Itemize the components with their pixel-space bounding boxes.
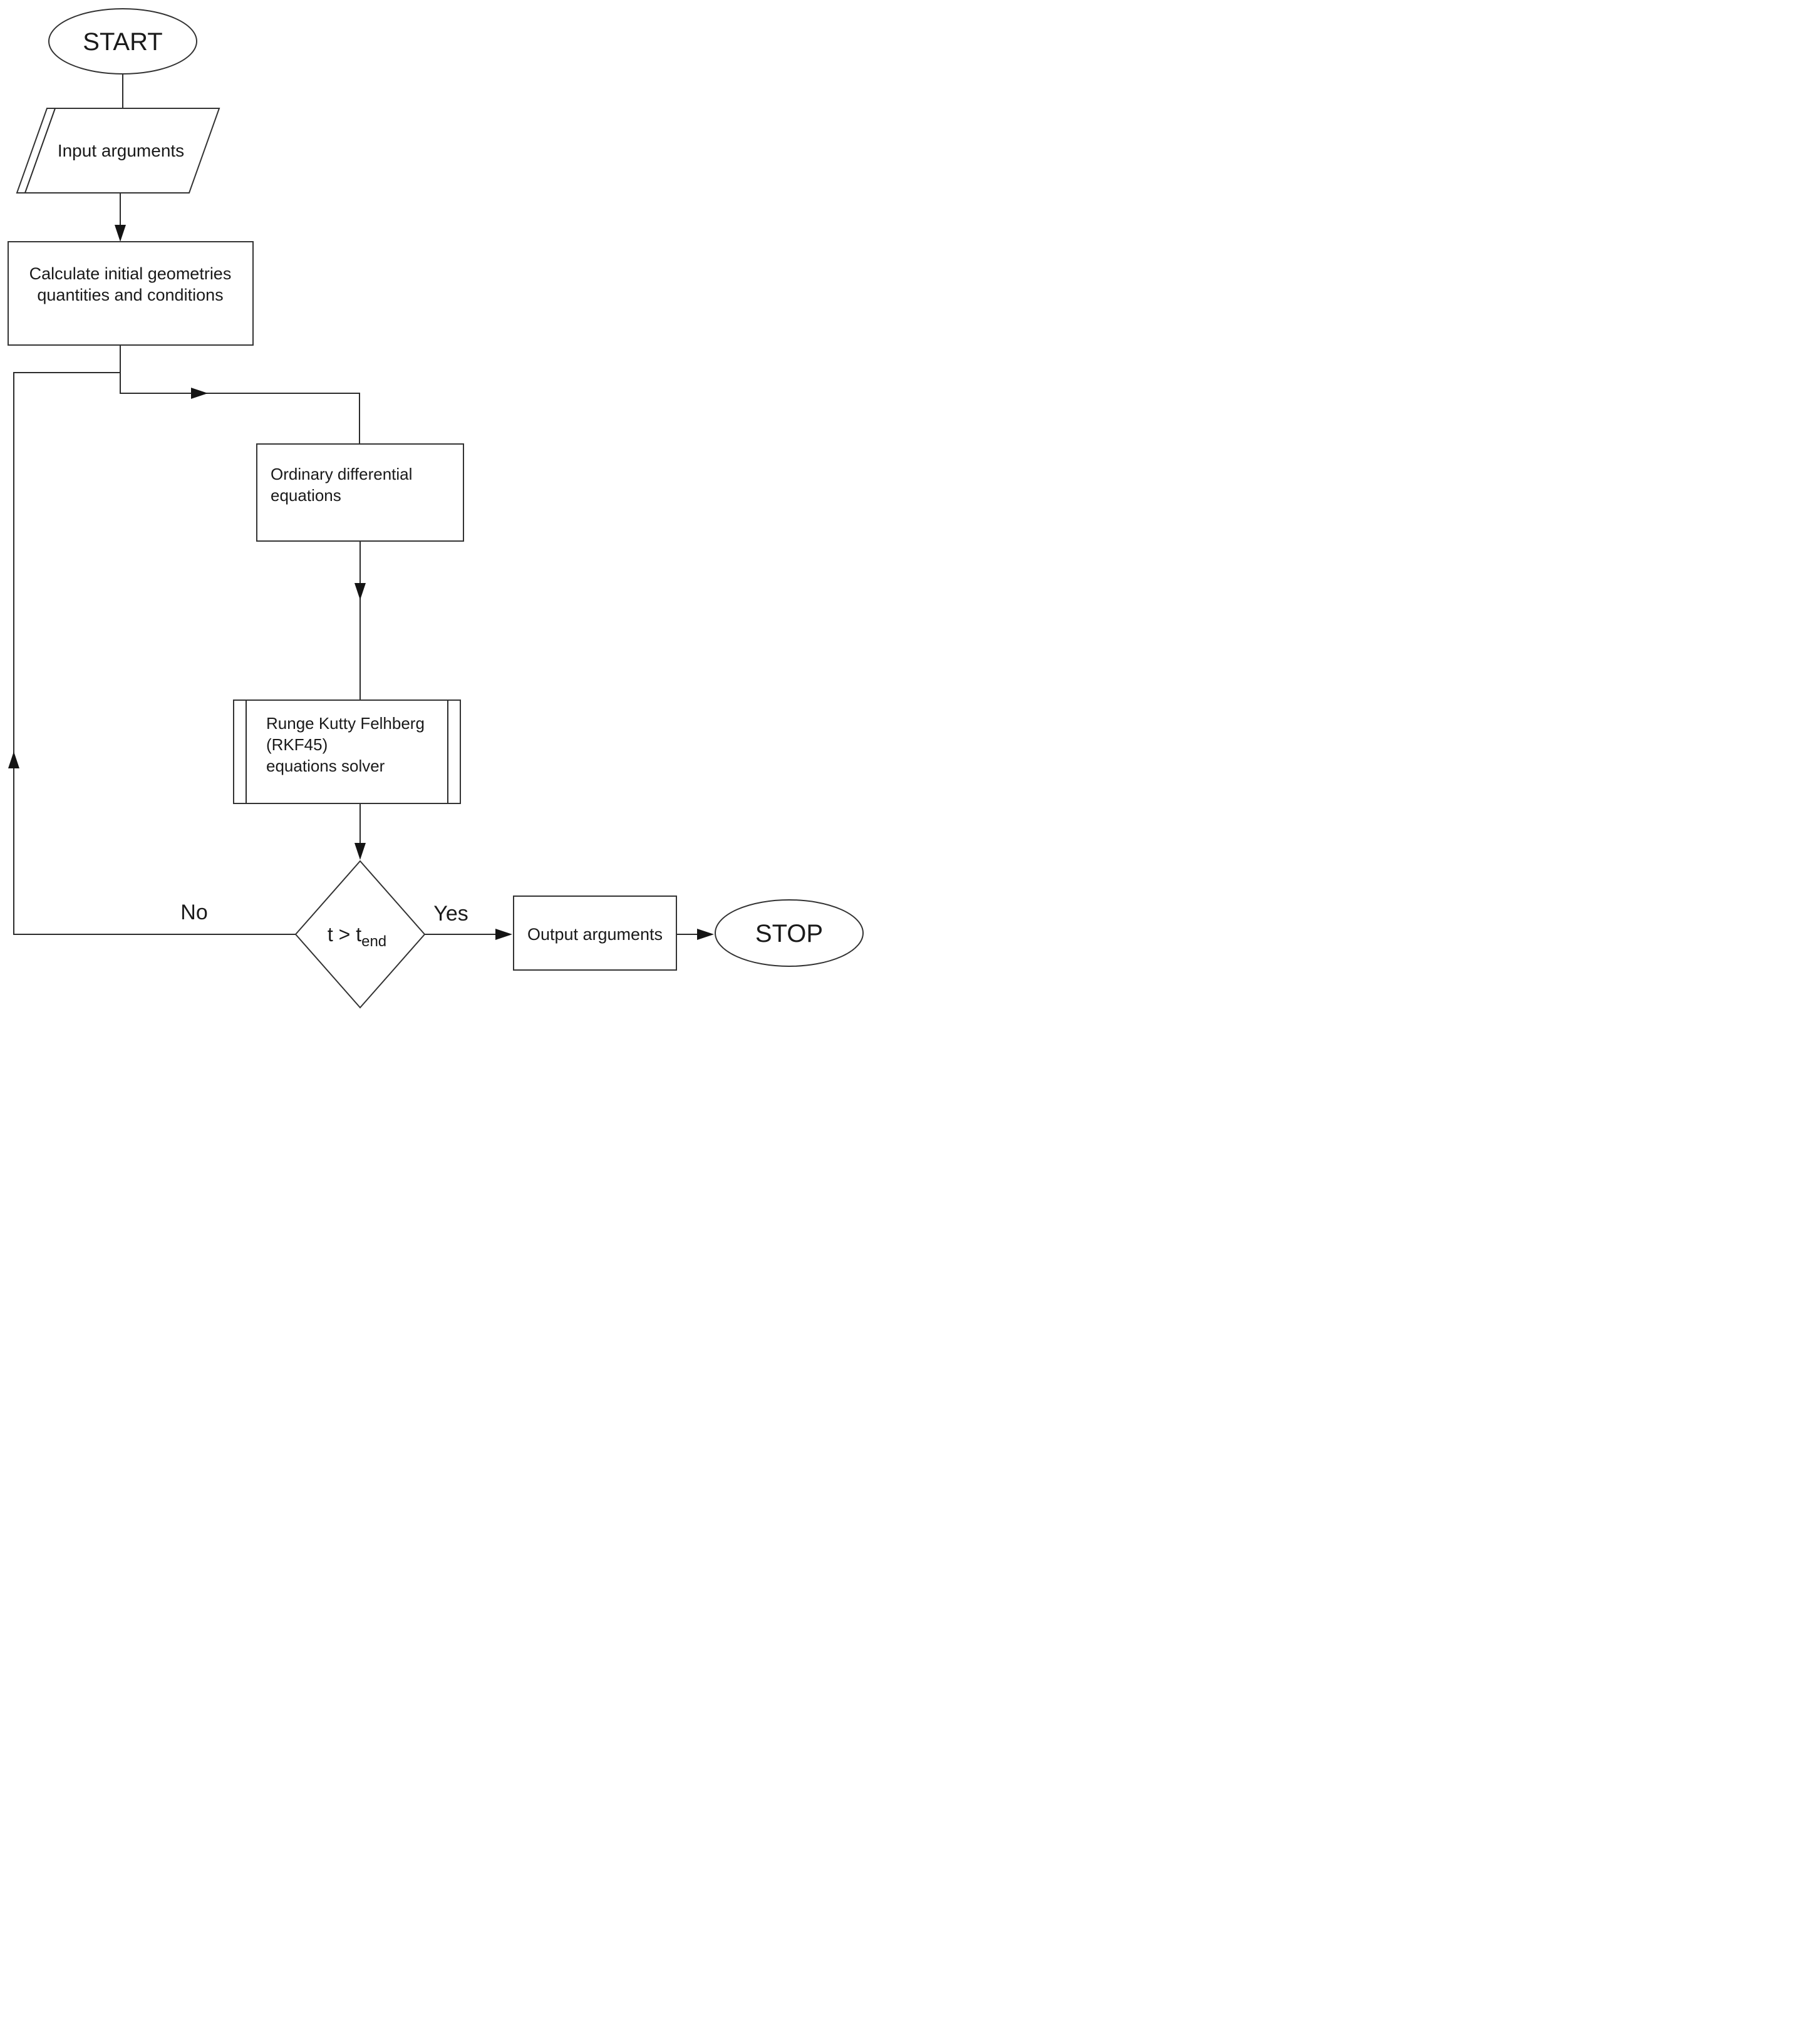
ode-label-line1: Ordinary differential [271, 465, 413, 483]
rkf-label-line1: Runge Kutty Felhberg [266, 714, 425, 733]
edge-no-loop [14, 373, 296, 934]
no-branch-label: No [180, 901, 208, 924]
arrow-down-to-rkf [354, 583, 366, 600]
ode-label-line2: equations [271, 486, 341, 505]
arrow-up-no-loop [8, 751, 19, 768]
yes-branch-label: Yes [433, 902, 468, 926]
arrow-right-to-ode [191, 388, 208, 399]
input-label: Input arguments [57, 141, 185, 160]
arrow-down-into-decision [354, 843, 366, 860]
arrow-right-into-output [495, 929, 512, 940]
decision-label-main: t > t [327, 923, 362, 946]
calculate-label-line2: quantities and conditions [37, 286, 224, 304]
flowchart-canvas [0, 0, 903, 1022]
start-label: START [83, 28, 163, 56]
rkf-label-line2: (RKF45) [266, 735, 328, 754]
flowchart-page [0, 0, 903, 1022]
arrow-right-into-stop [697, 929, 714, 940]
decision-label-subscript: end [361, 933, 387, 950]
arrow-down-into-calculate [115, 225, 126, 242]
rkf-label-line3: equations solver [266, 756, 385, 775]
stop-label: STOP [755, 920, 824, 947]
calculate-label-line1: Calculate initial geometries [29, 264, 232, 283]
output-label: Output arguments [527, 925, 663, 944]
edge-calculate-to-ode [120, 345, 359, 444]
